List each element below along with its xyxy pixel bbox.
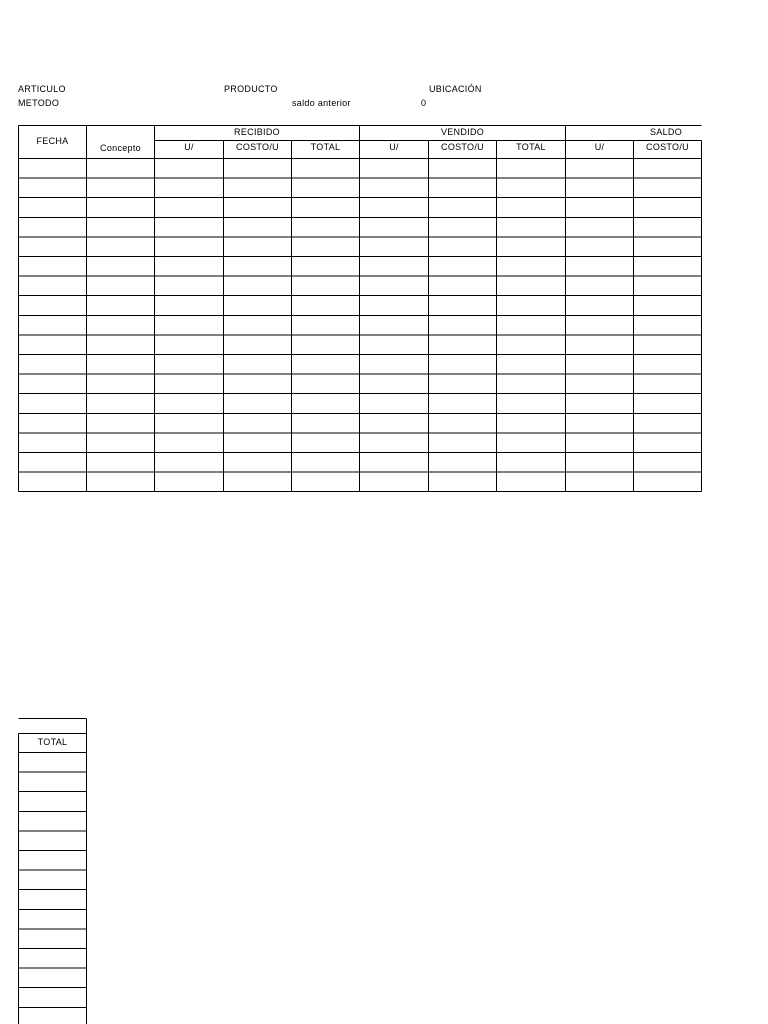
subheader-total: TOTAL bbox=[310, 142, 341, 152]
side-total-header: TOTAL bbox=[37, 737, 68, 747]
subheader-costou: COSTO/U bbox=[646, 142, 689, 152]
subheader-u: U/ bbox=[389, 142, 399, 152]
vendido-header: VENDIDO bbox=[440, 127, 485, 137]
subheader-u: U/ bbox=[594, 142, 605, 152]
ubicacion-label: UBICACIÓN bbox=[429, 84, 482, 94]
saldo-header: SALDO bbox=[649, 127, 683, 137]
saldo-anterior-value: 0 bbox=[421, 98, 427, 108]
articulo-label: ARTICULO bbox=[18, 84, 66, 94]
metodo-label: METODO bbox=[18, 98, 60, 108]
subheader-u: U/ bbox=[184, 142, 194, 152]
fecha-header: FECHA bbox=[36, 136, 69, 146]
saldo-anterior-label: saldo anterior bbox=[292, 98, 351, 108]
concepto-header: Concepto bbox=[100, 143, 141, 153]
subheader-costou: COSTO/U bbox=[236, 142, 279, 152]
producto-label: PRODUCTO bbox=[224, 84, 278, 94]
recibido-header: RECIBIDO bbox=[234, 127, 280, 137]
subheader-costou: COSTO/U bbox=[441, 142, 484, 152]
subheader-total: TOTAL bbox=[516, 142, 546, 152]
